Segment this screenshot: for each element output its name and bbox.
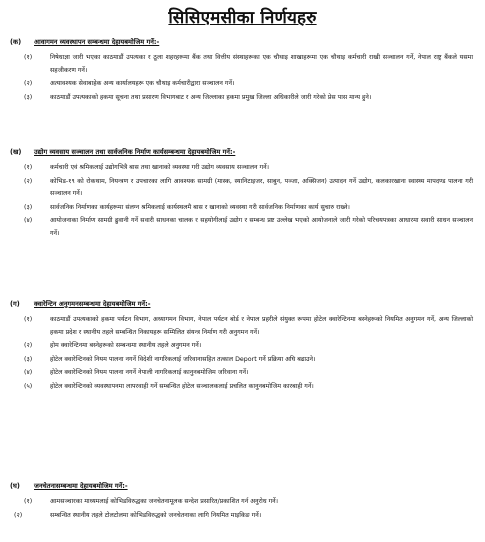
section-label: (ग) [10,300,20,308]
item-number: (१) [24,164,33,171]
item-text: सम्बन्धित स्थानीय तहले टोलटोलमा कोभिडविरुद्धको जनचेतनाका लागि नियमित माइकिङ गर्ने। [50,511,262,519]
item-number: (४) [24,369,33,377]
item-number: (२) [24,177,33,185]
item-text: आमसञ्चारका माध्यमलाई कोभिडविरुद्धका जनचेतनामूलक सन्देश प्रसारित/प्रकाशित गर्न अनुरोध गर्ने। [50,498,279,505]
list-item [10,381,473,394]
list-item [10,176,473,201]
list-item [10,78,473,91]
list-item [10,202,473,215]
list-item [10,354,473,367]
item-number: (२) [24,342,33,350]
section-gha [10,480,473,523]
section-label: (ख) [10,148,22,156]
item-number: (३) [24,355,33,363]
item-text: होटेल क्वारेन्टिनको नियम पालना नगर्ने विदेशी नागरिकलाई जरिवानासहित तत्काल Deport गर्ने प्रक्रिया अघि बढाउने। [50,355,316,363]
section-title: उद्योग व्यवसाय सञ्चालन तथा सार्वजनिक निर्माण कार्यसम्बन्धमा देहायबमोजिम गर्ने:- [34,148,236,156]
section-title: आवागमन व्यवस्थापन सम्बन्धमा देहायबमोजिम गर्ने:- [34,38,160,46]
item-number: (१) [24,316,33,323]
list-item [10,340,473,353]
item-number: (३) [24,203,33,211]
list-item [10,215,473,240]
item-text: सार्वजनिक निर्माणका कार्यहरूमा संलग्न श्रमिकलाई कार्यस्थलमै बास र खानाको व्यवस्था गरी सार्वजनिक निर्माणका कार्य सुचारु राख्ने। [50,203,350,211]
section-heading [10,36,473,50]
list-item [10,162,473,175]
item-number: (१) [24,54,33,61]
item-text: काठमाडौं उपत्यकाको हकमा सूचना तथा प्रसारण विभागबाट र अन्य जिल्लाका हकमा प्रमुख जिल्ला अधिकारीले जारी गरेको प्रेस पास मान्य हुने। [50,93,372,101]
section-ga [10,298,473,395]
list-item [10,314,473,339]
item-text: कर्मचारी एवं श्रमिकलाई उद्योगभित्रै बास तथा खानाको व्यवस्था गरी उद्योग व्यवसाय सञ्चालन गर्ने। [50,164,269,171]
item-text: कोभिड-१९ को रोकथाम, नियन्त्रण र उपचारका लागि आवश्यक सामग्री (मास्क, स्यानिटाइजर, साबुन, पञ्जा, अक्सिजन) उत्पादन गर्ने उद्योग, कलकारखाना स्वास्थ्य मापदण्ड पालना गरी सञ्चालन गर्ने। [50,177,473,198]
list-item [10,510,473,523]
item-text: आयोजनाका निर्माण सामग्री ढुवानी गर्ने सवारी साधनका चालक र सहयोगीलाई उद्योग र सम्बन्ध प्रष्ट उल्लेख भएको आयोजनाले जारी गरेको परिचयपत्रका आधारमा सवारी साधन सञ्चालन गर्ने। [50,217,473,237]
section-ka [10,36,473,105]
section-kha [10,146,473,242]
list-item [10,496,473,509]
item-number: (१) [24,498,33,505]
item-number: (३) [24,93,33,101]
section-title: जनचेतनासम्बन्धमा देहायबमोजिम गर्ने:- [34,482,128,490]
page-title: सिसिएमसीका निर्णयहरु [168,8,317,28]
item-text: अत्यावश्यक सेवाबाहेक अन्य कार्यालयहरू एक चौथाइ कर्मचारीद्वारा सञ्चालन गर्ने। [50,80,235,88]
list-item [10,92,473,105]
item-number: (४) [24,217,33,225]
list-item [10,367,473,380]
section-title: क्वारेन्टिन अनुगमनसम्बन्धमा देहायबमोजिम गर्ने:- [34,300,151,308]
item-text: होम क्वारेन्टिनमा बस्नेहरूको सम्बन्धमा स्थानीय तहले अनुगमन गर्ने। [50,342,202,350]
list-item [10,52,473,77]
item-number: (२) [24,80,33,88]
item-text: काठमाडौं उपत्यकाको हकमा पर्यटन विभाग, अध्यागमन विभाग, नेपाल पर्यटन बोर्ड र नेपाल प्रहरीले संयुक्त रूपमा होटेल क्वारेन्टिनमा बस्नेहरूको नियमित अनुगमन गर्ने, अन्य जिल्लाको हकमा प्रदेश र स्थानीय तहले सम्बन्धित निकायहरू सम्मिलित संयन्त्र निर्माण गरी अनुगमन गर्ने। [50,316,473,336]
section-label: (घ) [10,482,20,490]
item-number: (२) [14,511,23,519]
section-heading [10,298,473,312]
section-heading [10,146,473,160]
item-number: (५) [24,382,33,390]
section-label: (क) [10,38,22,46]
item-text: होटेल क्वारेन्टिनको व्यवस्थापनमा लापरवाही गर्ने सम्बन्धित होटेल सञ्चालकलाई प्रचलित कानुनबमोजिम कारबाही गर्ने। [50,382,314,390]
section-heading [10,480,473,494]
item-text: होटेल क्वारेन्टिनको नियम पालना नगर्ने नेपाली नागरिकलाई कानुनबमोजिम जरिवाना गर्ने। [50,369,249,377]
item-text: निषेधाज्ञा जारी भएका काठमाडौं उपत्यका र ठूला शहरहरूमा बैंक तथा वित्तीय संस्थाहरूका एक चौथाइ शाखाहरूमा एक चौथाइ कर्मचारी राखी सञ्चालन गर्ने, नेपाल राष्ट्र बैंकले यसमा सहजीकरण गर्ने। [50,54,473,74]
